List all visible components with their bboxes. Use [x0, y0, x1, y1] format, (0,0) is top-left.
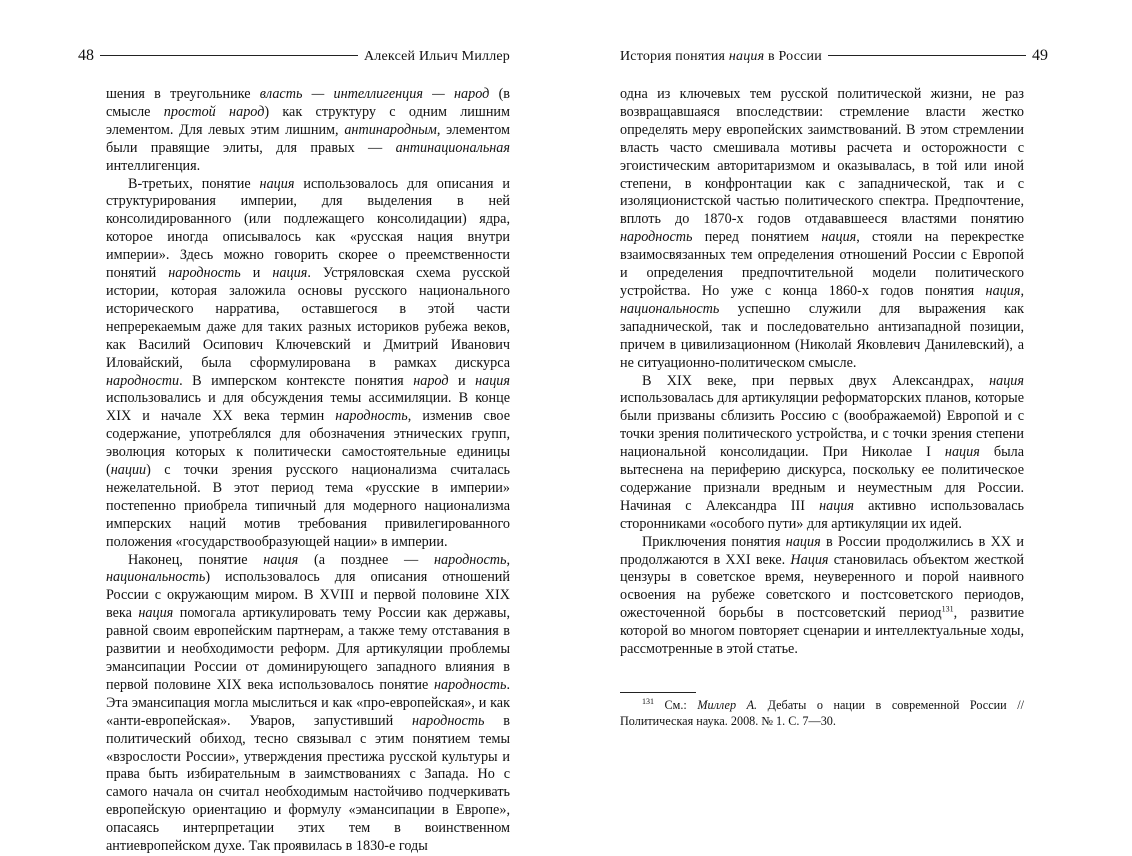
footnote-text: Дебаты о нации в современной России // Политическая наука. 2008. № 1. С. 7—30. — [620, 698, 1024, 728]
right-page-body — [620, 86, 1024, 659]
left-page-body — [106, 86, 510, 856]
running-header-left: Алексей Ильич Миллер — [364, 49, 510, 64]
footnote — [620, 698, 1024, 729]
paragraph: Наконец, понятие нация (а позднее — народность, национальность) использовалось для описания отношений России с окружающим миром. В XVIII и первой половине XIX века нация помогала артикулировать тему России как державы, равной своим европейским партнерам, а также тему отставания в развитии и необходимости реформ. Для артикуляции проблемы эмансипации России от доминирующего западного влияния в первой половине XIX века использовалось понятие народность. Эта эмансипация могла мыслиться и как «про-европейская», и как «анти-европейская». Уваров, запустивший народность в политический обиход, тесно связывал с этим понятием темы «взрослости России», утверждения престижа русской культуры и права быть избирательным в заимствованиях с Запада. Но с самого начала он считал необходимым настойчиво подчеркивать европейскую ориентацию и формулу «эмансипации в Европе», опасаясь интерпретации этих тем в воинственном антиевропейском духе. Так проявилась в 1830-е годы — [106, 551, 510, 855]
left-page-header — [78, 47, 510, 67]
footnote-prefix: См.: — [654, 698, 698, 712]
footnote-reference[interactable]: 131 — [941, 604, 954, 614]
header-rule — [100, 55, 358, 56]
running-header-prefix: История понятия — [620, 49, 729, 64]
right-page-header — [620, 47, 1048, 67]
paragraph: В XIX веке, при первых двух Александрах, нация использовалась для артикуляции реформаторских планов, которые были призваны сблизить Россию с (воображаемой) Европой и с точки зрения политического устройства, и с точки зрения степени национальной консолидации. При Николае I нация была вытеснена на периферию дискурса, поскольку ее политическое содержание признали вредным и неуместным для России. Начиная с Александра III нация активно использовалась сторонниками «особого пути» для артикуляции их идей. — [620, 372, 1024, 532]
footnote-mark: 131 — [642, 696, 654, 706]
paragraph: шения в треугольнике власть — интеллигенция — народ (в смысле простой народ) как структуру с одним лишним элементом. Для левых этим лишним, антинародным, элементом были правящие элиты, для правых — антинациональная интеллигенция. — [106, 86, 510, 174]
paragraph: Приключения понятия нация в России продолжились в XX и продолжаются в XXI веке. Нация становилась объектом жесткой цензуры в советское время, неуверенного и порой наивного освоения на рубеже советского и постсоветского периодов, ожесточенной борьбы в постсоветский период$^{131}$, развитие которой во многом повторяет сценарии и интеллектуальные ходы, рассмотренные в этой статье. — [620, 533, 1025, 658]
running-header-right — [620, 49, 822, 65]
paragraph: В-третьих, понятие нация использовалось для описания и структурирования империи, для выделения в ней консолидированного (или подлежащего консолидации) ядра, которое иногда описывалось как «русская нация внутри империи». Здесь можно говорить скорее о преемственности понятий народность и нация. Устряловская схема русской истории, которая заложила основы русского национального исторического нарратива, оставшегося в этой части непререкаемым даже для таких разных историков рубежа веков, как Василий Осипович Ключевский и Дмитрий Иванович Иловайский, была сформулирована в рамках дискурса народности. В имперском контексте понятия народ и нация использовались и для обсуждения темы ассимиляции. В конце XIX и начале XX века термин народность, изменив свое содержание, употреблялся для обозначения этнических групп, эволюция которых к политически самостоятельные единицы (нации) с точки зрения русского национализма считалась нежелательной. В этот период тема «русские в империи» постепенно приобрела типичный для модерного национализма имперских наций мотив требования привилегированного положения «государствообразующей нации» в империи. — [106, 175, 510, 550]
header-rule — [828, 55, 1026, 56]
left-page — [0, 0, 566, 855]
page-number-right: 49 — [1032, 47, 1048, 64]
page-number-left: 48 — [78, 47, 94, 64]
running-header-suffix: в России — [764, 49, 822, 64]
right-page — [566, 0, 1132, 800]
footnote-author: Миллер А. — [697, 698, 758, 712]
running-header-italic: нация — [728, 49, 765, 64]
paragraph: одна из ключевых тем русской политической жизни, не раз возвращавшаяся впоследствии: стремление власти жестко определять меру европейских заимствований. В этом стремлении власть часто смешивала мотивы расчета и осторожности с эгоистическим авторитаризмом и оказывалась, в той или иной степени, в конфронтации как с западнической, так и с изоляционистской частью политического спектра. Предпочтение, вплоть до 1870-х годов отдававшееся властями понятию народность перед понятием нация, стояли на перекрестке взаимосвязанных тем определения отношений России с Европой и определения предпочтительной модели политического устройства. Но уже с конца 1860-х годов понятия нация, национальность успешно служили для выражения как западнической, так и последовательно антизападной позиции, причем в цивилизационном (Николай Яковлевич Данилевский), а не ситуационно-политическом смысле. — [620, 86, 1024, 371]
footnote-rule — [620, 692, 696, 693]
